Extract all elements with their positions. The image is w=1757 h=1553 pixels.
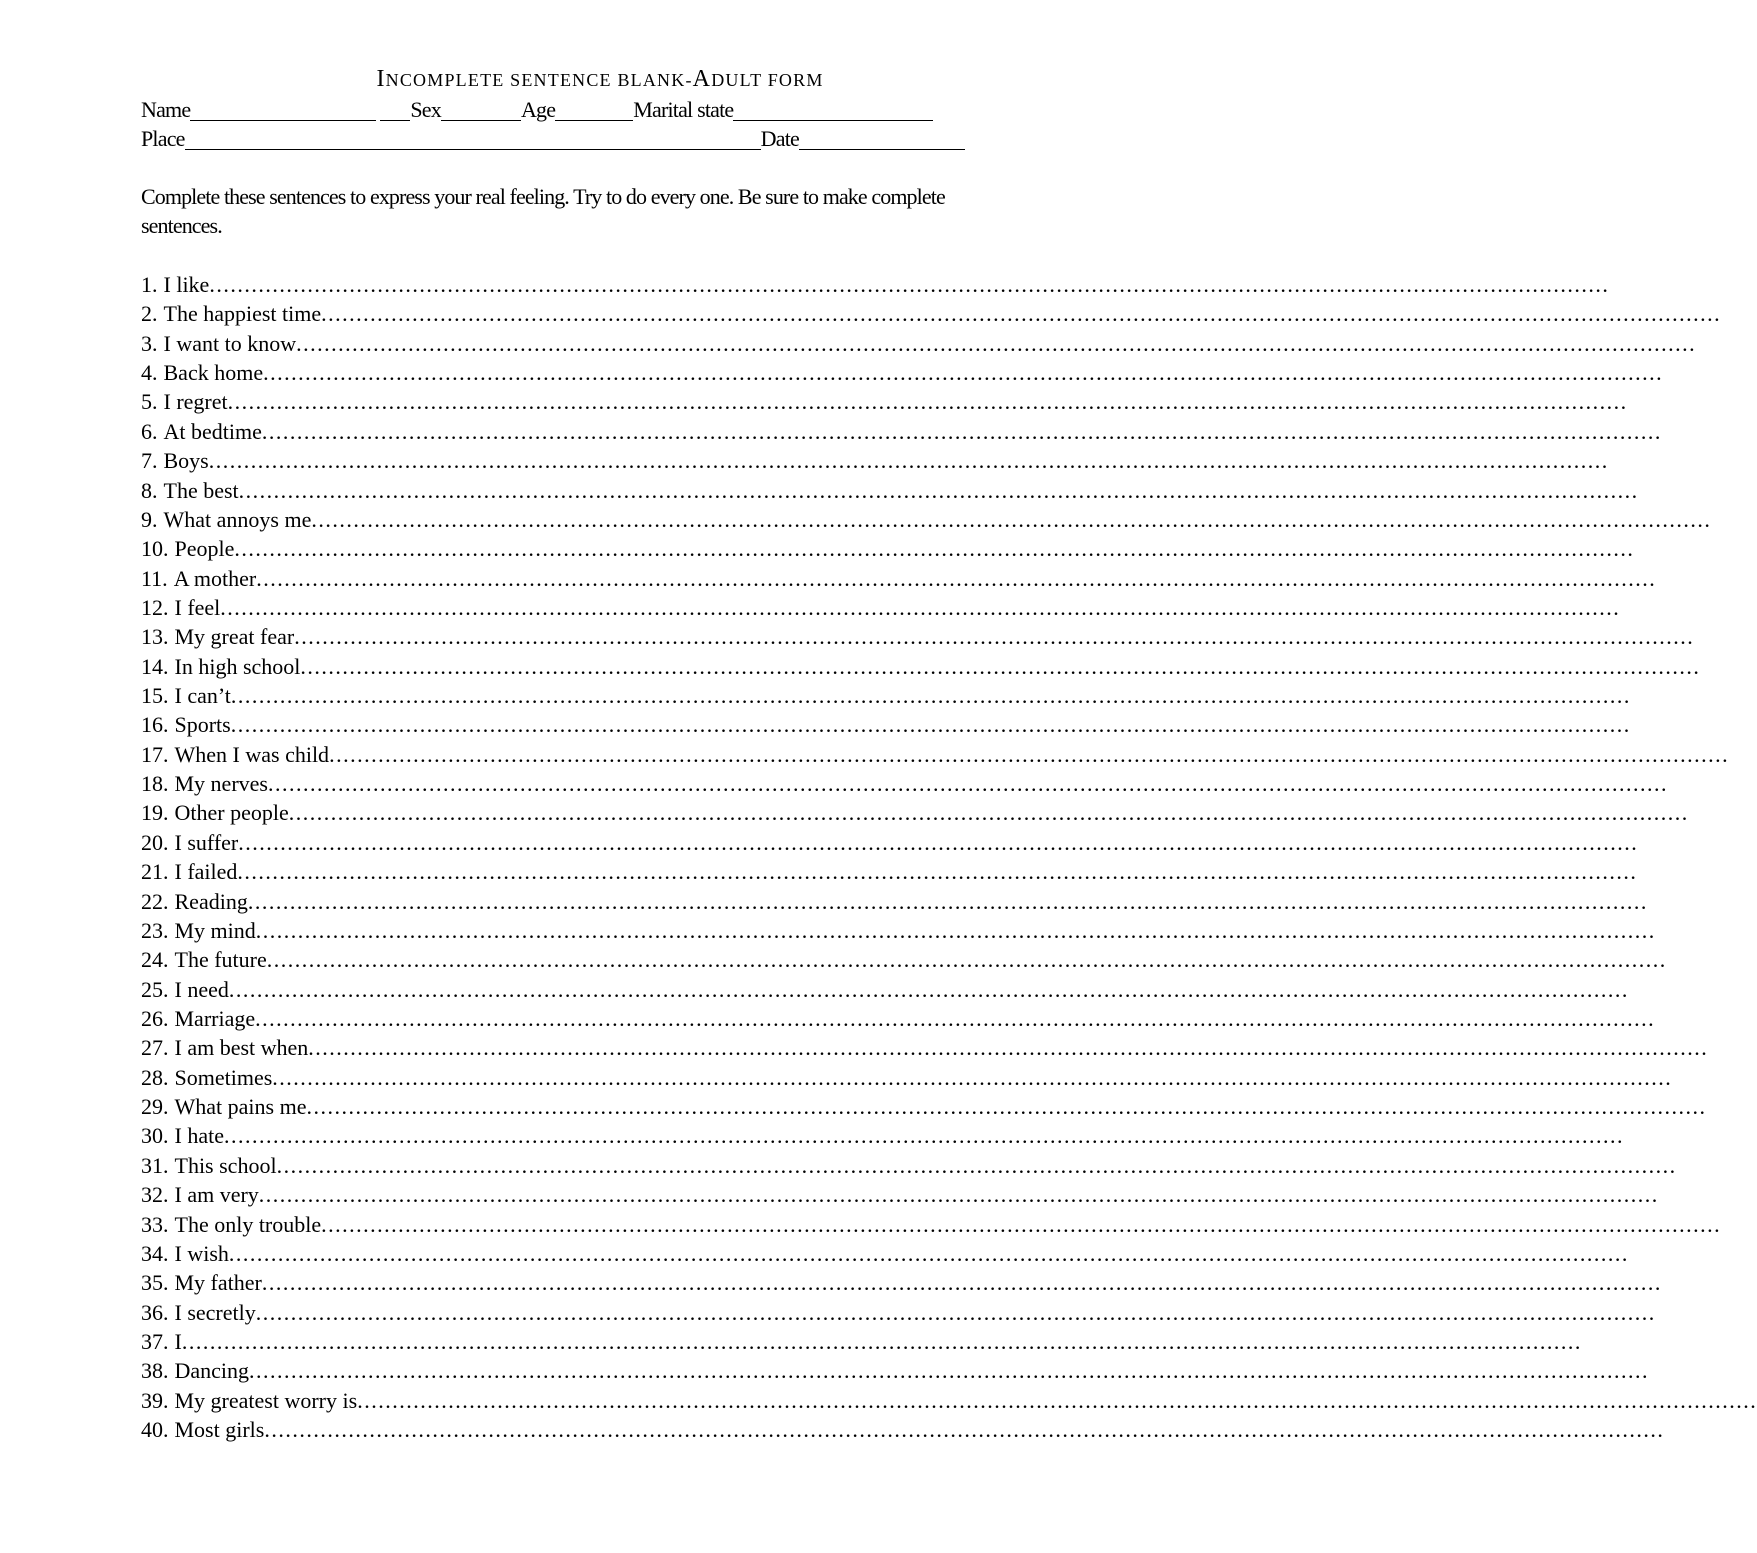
sentence-stem: My greatest worry is bbox=[174, 1387, 358, 1413]
item-number: 32. bbox=[141, 1182, 169, 1208]
age-label: Age bbox=[520, 97, 556, 122]
sentence-stem: I wish bbox=[174, 1240, 229, 1266]
item-number: 17. bbox=[141, 741, 169, 767]
answer-leader-dots[interactable]: ........................................................................................................................................................................................................ bbox=[288, 800, 1689, 826]
sentence-stem: The happiest time bbox=[163, 301, 322, 327]
answer-leader-dots[interactable]: ........................................................................................................................................................................................................ bbox=[238, 829, 1639, 855]
sentence-stem: I want to know bbox=[163, 330, 297, 356]
item-number: 35. bbox=[141, 1270, 169, 1296]
answer-leader-dots[interactable]: ........................................................................................................................................................................................................ bbox=[228, 976, 1629, 1002]
instructions: Complete these sentences to express your real feeling. Try to do every one. Be sure to make complete sentences. bbox=[141, 184, 945, 238]
item-number: 39. bbox=[141, 1387, 169, 1413]
sentence-stem: The best bbox=[163, 477, 239, 503]
place-field[interactable] bbox=[185, 127, 761, 150]
sentence-item[interactable] bbox=[141, 1327, 1582, 1356]
age-field[interactable] bbox=[555, 98, 633, 121]
item-number: 22. bbox=[141, 888, 169, 914]
item-number: 19. bbox=[141, 800, 169, 826]
sentence-stem: Sports bbox=[174, 712, 231, 738]
sentence-item[interactable] bbox=[141, 1298, 1656, 1327]
sentence-stem: I suffer bbox=[174, 829, 239, 855]
sentence-item[interactable] bbox=[141, 945, 1667, 974]
sentence-item[interactable] bbox=[141, 534, 1635, 563]
item-number: 37. bbox=[141, 1328, 169, 1354]
name-label: Name bbox=[141, 97, 191, 122]
sentence-item[interactable] bbox=[141, 505, 1712, 534]
sentence-stem: I need bbox=[174, 976, 229, 1002]
sentence-stem: What annoys me bbox=[163, 506, 312, 532]
sentence-item[interactable] bbox=[141, 828, 1639, 857]
answer-leader-dots[interactable]: ........................................................................................................................................................................................................ bbox=[230, 683, 1631, 709]
answer-leader-dots[interactable]: ........................................................................................................................................................................................................ bbox=[238, 477, 1639, 503]
item-number: 6. bbox=[141, 418, 158, 444]
sentence-item[interactable] bbox=[141, 1268, 1662, 1297]
sentence-item[interactable] bbox=[141, 798, 1689, 827]
item-number: 14. bbox=[141, 653, 169, 679]
answer-leader-dots[interactable]: ........................................................................................................................................................................................................ bbox=[321, 1211, 1722, 1237]
sentence-stem: I hate bbox=[174, 1123, 224, 1149]
header-fields-row-2 bbox=[141, 124, 965, 154]
sentence-item[interactable] bbox=[141, 975, 1629, 1004]
item-number: 30. bbox=[141, 1123, 169, 1149]
sentence-item[interactable] bbox=[141, 1356, 1650, 1385]
sentence-item[interactable] bbox=[141, 916, 1656, 945]
answer-leader-dots[interactable]: ........................................................................................................................................................................................................ bbox=[267, 771, 1668, 797]
item-number: 5. bbox=[141, 389, 158, 415]
item-number: 13. bbox=[141, 624, 169, 650]
sentence-item[interactable] bbox=[141, 1004, 1656, 1033]
answer-leader-dots[interactable]: ........................................................................................................................................................................................................ bbox=[321, 301, 1722, 327]
sentence-item[interactable] bbox=[141, 299, 1722, 328]
answer-leader-dots[interactable]: ........................................................................................................................................................................................................ bbox=[272, 1064, 1673, 1090]
answer-leader-dots[interactable]: ........................................................................................................................................................................................................ bbox=[357, 1387, 1757, 1413]
answer-leader-dots[interactable]: ........................................................................................................................................................................................................ bbox=[311, 506, 1712, 532]
item-number: 33. bbox=[141, 1211, 169, 1237]
answer-leader-dots[interactable]: ........................................................................................................................................................................................................ bbox=[263, 360, 1664, 386]
item-number: 40. bbox=[141, 1417, 169, 1443]
answer-leader-dots[interactable]: ........................................................................................................................................................................................................ bbox=[247, 888, 1648, 914]
sentence-item[interactable] bbox=[141, 652, 1701, 681]
marital-state-field[interactable] bbox=[733, 98, 933, 121]
sentence-item[interactable] bbox=[141, 417, 1662, 446]
sentence-item[interactable] bbox=[141, 1121, 1624, 1150]
answer-leader-dots[interactable]: ........................................................................................................................................................................................................ bbox=[258, 1182, 1659, 1208]
sentence-stem: Sometimes bbox=[174, 1064, 273, 1090]
sentence-stem: I secretly bbox=[174, 1299, 256, 1325]
sentence-stem: The future bbox=[174, 947, 267, 973]
sentence-stem: This school bbox=[174, 1152, 277, 1178]
sentence-stem: I can’t bbox=[174, 683, 231, 709]
sentence-item[interactable] bbox=[141, 1033, 1709, 1062]
sentence-stem: I regret bbox=[163, 389, 228, 415]
sentence-stem: Most girls bbox=[174, 1417, 265, 1443]
item-number: 28. bbox=[141, 1064, 169, 1090]
sentence-item[interactable] bbox=[141, 270, 1610, 299]
sentence-item[interactable] bbox=[141, 387, 1628, 416]
item-number: 15. bbox=[141, 683, 169, 709]
marital-state-label: Marital state bbox=[633, 97, 734, 122]
sentence-stem: I failed bbox=[174, 859, 238, 885]
sentence-item[interactable] bbox=[141, 476, 1639, 505]
sex-field[interactable] bbox=[441, 98, 521, 121]
answer-leader-dots[interactable]: ........................................................................................................................................................................................................ bbox=[255, 1299, 1656, 1325]
sentence-stem: I feel bbox=[174, 594, 221, 620]
answer-leader-dots[interactable]: ........................................................................................................................................................................................................ bbox=[329, 741, 1730, 767]
answer-leader-dots[interactable]: ........................................................................................................................................................................................................ bbox=[249, 1358, 1650, 1384]
sentence-stem: Boys bbox=[163, 448, 209, 474]
sentence-item[interactable] bbox=[141, 681, 1631, 710]
sentence-stem: My nerves bbox=[174, 771, 268, 797]
date-label: Date bbox=[760, 126, 799, 151]
title-text-1: NCOMPLETE SENTENCE BLANK- bbox=[385, 70, 693, 90]
item-number: 20. bbox=[141, 829, 169, 855]
sentence-stem: At bedtime bbox=[163, 418, 262, 444]
answer-leader-dots[interactable]: ........................................................................................................................................................................................................ bbox=[266, 947, 1667, 973]
answer-leader-dots[interactable]: ........................................................................................................................................................................................................ bbox=[296, 330, 1697, 356]
sentence-item[interactable] bbox=[141, 358, 1664, 387]
item-number: 23. bbox=[141, 917, 169, 943]
answer-leader-dots[interactable]: ........................................................................................................................................................................................................ bbox=[255, 1005, 1656, 1031]
answer-leader-dots[interactable]: ........................................................................................................................................................................................................ bbox=[227, 389, 1628, 415]
sentence-item[interactable] bbox=[141, 329, 1697, 358]
item-number: 12. bbox=[141, 594, 169, 620]
sentence-stem: Dancing bbox=[174, 1358, 250, 1384]
title-initial-1: I bbox=[376, 66, 386, 92]
item-number: 8. bbox=[141, 477, 158, 503]
sentence-stem: Reading bbox=[174, 888, 248, 914]
header-fields-row-1 bbox=[141, 95, 933, 125]
item-number: 4. bbox=[141, 360, 158, 386]
answer-leader-dots[interactable]: ........................................................................................................................................................................................................ bbox=[234, 536, 1635, 562]
sentence-item[interactable] bbox=[141, 1151, 1677, 1180]
answer-leader-dots[interactable]: ........................................................................................................................................................................................................ bbox=[209, 272, 1610, 297]
item-number: 9. bbox=[141, 506, 158, 532]
item-number: 34. bbox=[141, 1240, 169, 1266]
item-number: 21. bbox=[141, 859, 169, 885]
item-number: 31. bbox=[141, 1152, 169, 1178]
sentence-item[interactable] bbox=[141, 622, 1695, 651]
sentence-stem: I like bbox=[163, 272, 210, 297]
sentence-item[interactable] bbox=[141, 593, 1621, 622]
sentence-item[interactable] bbox=[141, 1092, 1707, 1121]
answer-leader-dots[interactable]: ........................................................................................................................................................................................................ bbox=[181, 1328, 1582, 1354]
sentence-stem: My mind bbox=[174, 917, 256, 943]
item-number: 29. bbox=[141, 1094, 169, 1120]
form-title bbox=[0, 66, 1200, 93]
item-number: 26. bbox=[141, 1005, 169, 1031]
answer-leader-dots[interactable]: ........................................................................................................................................................................................................ bbox=[208, 448, 1609, 474]
place-label: Place bbox=[141, 126, 185, 151]
sentence-item[interactable] bbox=[141, 769, 1668, 798]
sentence-item[interactable] bbox=[141, 1063, 1673, 1092]
item-number: 10. bbox=[141, 536, 169, 562]
sentence-item[interactable] bbox=[141, 1239, 1629, 1268]
sentence-item[interactable] bbox=[141, 1415, 1665, 1444]
title-initial-2: A bbox=[692, 66, 712, 92]
date-field[interactable] bbox=[799, 127, 965, 150]
sentence-item[interactable] bbox=[141, 887, 1648, 916]
item-number: 25. bbox=[141, 976, 169, 1002]
item-number: 11. bbox=[141, 565, 168, 591]
sentence-item[interactable] bbox=[141, 1210, 1722, 1239]
sentence-stem: Other people bbox=[174, 800, 289, 826]
sentence-stem: The only trouble bbox=[174, 1211, 322, 1237]
item-number: 27. bbox=[141, 1035, 169, 1061]
answer-leader-dots[interactable]: ........................................................................................................................................................................................................ bbox=[256, 565, 1657, 591]
sentence-stem: A mother bbox=[173, 565, 257, 591]
answer-leader-dots[interactable]: ........................................................................................................................................................................................................ bbox=[237, 859, 1638, 885]
answer-leader-dots[interactable]: ........................................................................................................................................................................................................ bbox=[261, 1270, 1662, 1296]
answer-leader-dots[interactable]: ........................................................................................................................................................................................................ bbox=[255, 917, 1656, 943]
title-text-2: DULT FORM bbox=[711, 70, 824, 90]
sentence-item[interactable] bbox=[141, 710, 1631, 739]
answer-leader-dots[interactable]: ........................................................................................................................................................................................................ bbox=[306, 1094, 1707, 1120]
sentence-stem: In high school bbox=[174, 653, 301, 679]
item-number: 24. bbox=[141, 947, 169, 973]
item-number: 18. bbox=[141, 771, 169, 797]
sentence-item[interactable] bbox=[141, 1180, 1659, 1209]
sex-label: Sex bbox=[410, 97, 441, 122]
sentence-item[interactable] bbox=[141, 740, 1730, 769]
sentence-item[interactable] bbox=[141, 1386, 1757, 1415]
sentence-list bbox=[141, 270, 1757, 1444]
sentence-stem: I am very bbox=[174, 1182, 259, 1208]
item-number: 3. bbox=[141, 330, 158, 356]
item-number: 1. bbox=[141, 272, 158, 297]
answer-leader-dots[interactable]: ........................................................................................................................................................................................................ bbox=[220, 594, 1621, 620]
answer-leader-dots[interactable]: ........................................................................................................................................................................................................ bbox=[300, 653, 1701, 679]
item-number: 36. bbox=[141, 1299, 169, 1325]
item-number: 16. bbox=[141, 712, 169, 738]
answer-leader-dots[interactable]: ........................................................................................................................................................................................................ bbox=[230, 712, 1631, 738]
sentence-stem: My great fear bbox=[174, 624, 295, 650]
name-field-extension[interactable] bbox=[380, 98, 410, 121]
sentence-item[interactable] bbox=[141, 564, 1657, 593]
name-field[interactable] bbox=[190, 98, 376, 121]
sentence-stem: Marriage bbox=[174, 1005, 256, 1031]
answer-leader-dots[interactable]: ........................................................................................................................................................................................................ bbox=[223, 1123, 1624, 1149]
answer-leader-dots[interactable]: ........................................................................................................................................................................................................ bbox=[261, 418, 1662, 444]
sentence-stem: When I was child bbox=[174, 741, 330, 767]
answer-leader-dots[interactable]: ........................................................................................................................................................................................................ bbox=[308, 1035, 1709, 1061]
sentence-item[interactable] bbox=[141, 446, 1609, 475]
answer-leader-dots[interactable]: ........................................................................................................................................................................................................ bbox=[294, 624, 1695, 650]
answer-leader-dots[interactable]: ........................................................................................................................................................................................................ bbox=[228, 1240, 1629, 1266]
item-number: 2. bbox=[141, 301, 158, 327]
item-number: 38. bbox=[141, 1358, 169, 1384]
sentence-stem: My father bbox=[174, 1270, 262, 1296]
sentence-stem: I bbox=[174, 1328, 182, 1354]
answer-leader-dots[interactable]: ........................................................................................................................................................................................................ bbox=[264, 1417, 1665, 1443]
sentence-stem: I am best when bbox=[174, 1035, 309, 1061]
item-number: 7. bbox=[141, 448, 158, 474]
sentence-stem: What pains me bbox=[174, 1094, 307, 1120]
answer-leader-dots[interactable]: ........................................................................................................................................................................................................ bbox=[276, 1152, 1677, 1178]
sentence-stem: Back home bbox=[163, 360, 264, 386]
sentence-stem: People bbox=[174, 536, 235, 562]
sentence-item[interactable] bbox=[141, 857, 1638, 886]
